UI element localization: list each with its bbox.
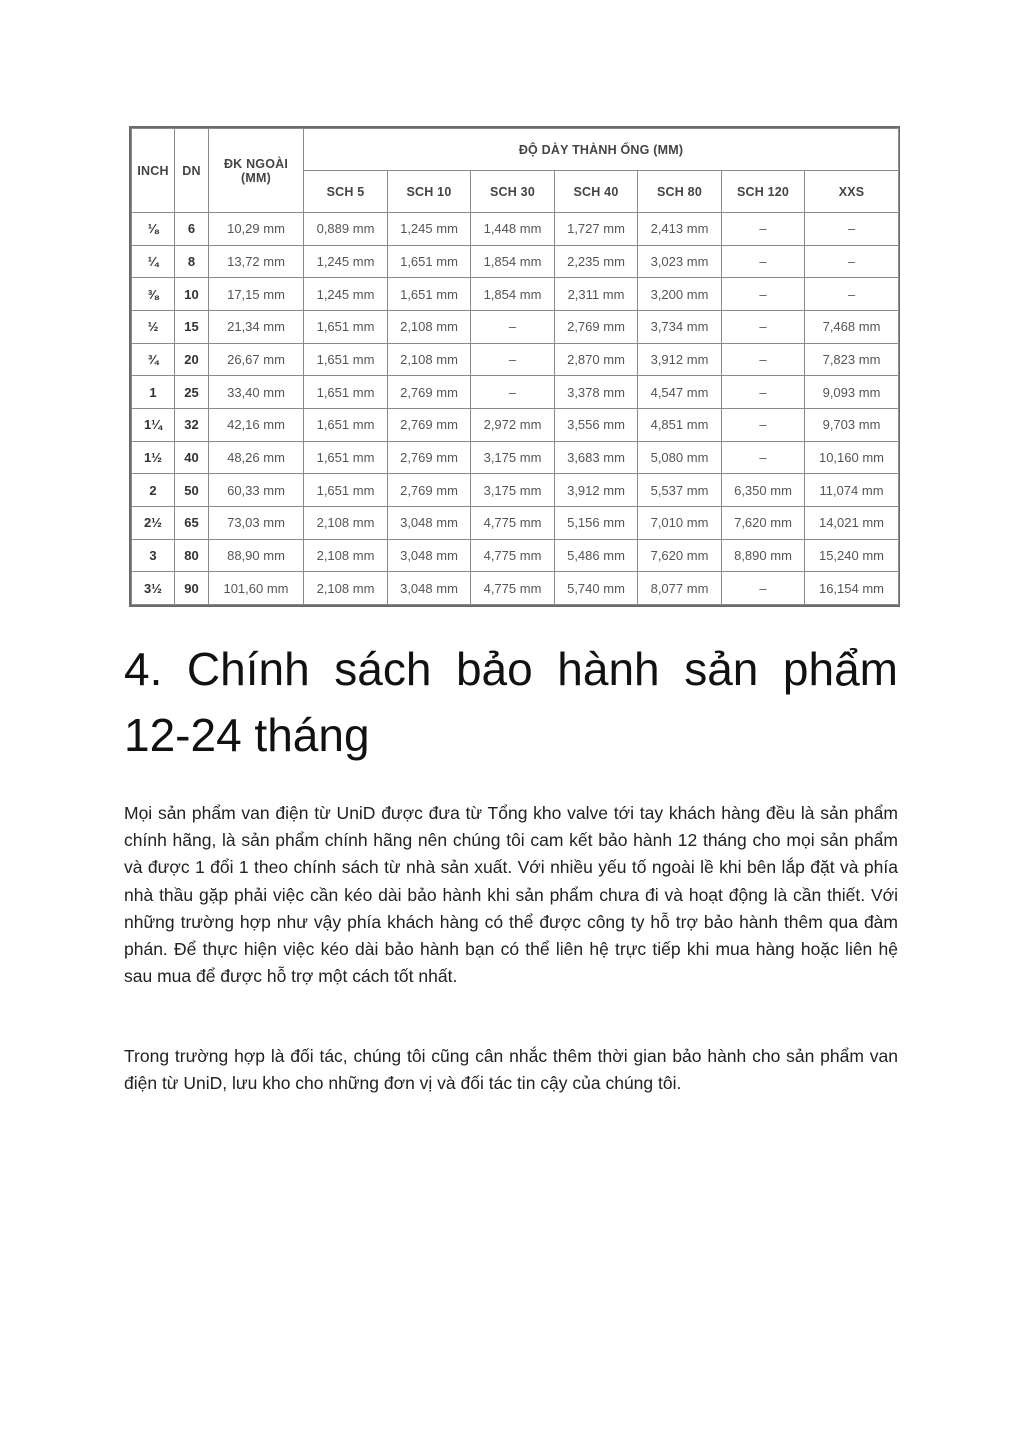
- cell-outer-diameter: 26,67 mm: [209, 343, 304, 376]
- cell-outer-diameter: 17,15 mm: [209, 278, 304, 311]
- cell-thickness: 1,651 mm: [304, 441, 388, 474]
- header-schedule: SCH 40: [555, 171, 638, 213]
- cell-thickness: –: [722, 441, 805, 474]
- header-wall-thickness: ĐỘ DÀY THÀNH ỐNG (MM): [304, 129, 899, 171]
- cell-inch: 1¼: [132, 408, 175, 441]
- table-row: [132, 376, 899, 409]
- cell-thickness: –: [471, 343, 555, 376]
- cell-inch: 3: [132, 539, 175, 572]
- cell-outer-diameter: 60,33 mm: [209, 474, 304, 507]
- cell-outer-diameter: 42,16 mm: [209, 408, 304, 441]
- cell-thickness: 3,175 mm: [471, 441, 555, 474]
- cell-thickness: –: [722, 278, 805, 311]
- cell-thickness: 2,413 mm: [638, 213, 722, 246]
- cell-thickness: –: [722, 572, 805, 605]
- cell-thickness: 1,651 mm: [304, 310, 388, 343]
- cell-thickness: 2,108 mm: [304, 539, 388, 572]
- table-row: [132, 441, 899, 474]
- header-schedule: XXS: [805, 171, 899, 213]
- cell-thickness: 5,156 mm: [555, 506, 638, 539]
- cell-thickness: 6,350 mm: [722, 474, 805, 507]
- cell-thickness: 1,651 mm: [304, 408, 388, 441]
- cell-dn: 50: [175, 474, 209, 507]
- header-schedule: SCH 10: [388, 171, 471, 213]
- pipe-schedule-table-image: [129, 126, 900, 607]
- cell-thickness: 2,108 mm: [304, 506, 388, 539]
- paragraph-partner-warranty: Trong trường hợp là đối tác, chúng tôi cũng cân nhắc thêm thời gian bảo hành cho sản phẩm van điện từ UniD, lưu kho cho những đơn vị và đối tác tin cậy của chúng tôi.: [124, 1046, 898, 1094]
- header-schedule: SCH 80: [638, 171, 722, 213]
- cell-dn: 6: [175, 213, 209, 246]
- cell-thickness: 5,740 mm: [555, 572, 638, 605]
- cell-thickness: 1,651 mm: [388, 278, 471, 311]
- cell-dn: 10: [175, 278, 209, 311]
- cell-thickness: 1,245 mm: [388, 213, 471, 246]
- cell-thickness: 1,651 mm: [304, 343, 388, 376]
- cell-thickness: 2,311 mm: [555, 278, 638, 311]
- cell-thickness: 1,727 mm: [555, 213, 638, 246]
- cell-dn: 20: [175, 343, 209, 376]
- cell-thickness: 1,854 mm: [471, 245, 555, 278]
- cell-thickness: 3,048 mm: [388, 539, 471, 572]
- cell-dn: 40: [175, 441, 209, 474]
- cell-thickness: 8,890 mm: [722, 539, 805, 572]
- header-schedule: SCH 5: [304, 171, 388, 213]
- cell-thickness: 0,889 mm: [304, 213, 388, 246]
- cell-thickness: 3,912 mm: [555, 474, 638, 507]
- cell-thickness: 1,854 mm: [471, 278, 555, 311]
- cell-thickness: 16,154 mm: [805, 572, 899, 605]
- cell-inch: ¾: [132, 343, 175, 376]
- table-row: [132, 245, 899, 278]
- cell-thickness: 9,703 mm: [805, 408, 899, 441]
- cell-thickness: 2,769 mm: [388, 441, 471, 474]
- cell-thickness: 1,651 mm: [388, 245, 471, 278]
- cell-thickness: 2,769 mm: [388, 474, 471, 507]
- table-row: [132, 408, 899, 441]
- cell-thickness: –: [722, 343, 805, 376]
- cell-outer-diameter: 88,90 mm: [209, 539, 304, 572]
- cell-outer-diameter: 73,03 mm: [209, 506, 304, 539]
- cell-inch: 3½: [132, 572, 175, 605]
- cell-inch: ⅛: [132, 213, 175, 246]
- cell-thickness: –: [805, 213, 899, 246]
- cell-thickness: 10,160 mm: [805, 441, 899, 474]
- cell-thickness: –: [805, 278, 899, 311]
- cell-thickness: –: [722, 310, 805, 343]
- cell-thickness: 2,972 mm: [471, 408, 555, 441]
- cell-thickness: –: [471, 376, 555, 409]
- cell-thickness: 4,775 mm: [471, 572, 555, 605]
- cell-thickness: 14,021 mm: [805, 506, 899, 539]
- cell-thickness: 3,200 mm: [638, 278, 722, 311]
- cell-thickness: 4,851 mm: [638, 408, 722, 441]
- header-schedule: SCH 120: [722, 171, 805, 213]
- header-schedule: SCH 30: [471, 171, 555, 213]
- paragraph-warranty-policy: Mọi sản phẩm van điện từ UniD được đưa từ Tổng kho valve tới tay khách hàng đều là sản phẩm chính hãng, là sản phẩm chính hãng nên chúng tôi cam kết bảo hành 12 tháng cho mọi sản phẩm và được 1 đổi 1 theo chính sách từ nhà sản xuất. Với nhiều yếu tố ngoài lề khi bên lắp đặt và phía nhà thầu gặp phải việc cần kéo dài bảo hành khi sản phẩm chưa đi và hoạt động là cần thiết. Với những trường hợp như vậy phía khách hàng có thể được công ty hỗ trợ bảo hành thêm qua đàm phán. Để thực hiện việc kéo dài bảo hành bạn có thể liên hệ trực tiếp khi mua hàng hoặc liên hệ sau mua để được hỗ trợ một cách tốt nhất.: [124, 803, 898, 987]
- cell-thickness: 1,245 mm: [304, 245, 388, 278]
- cell-thickness: 1,245 mm: [304, 278, 388, 311]
- cell-thickness: 5,486 mm: [555, 539, 638, 572]
- cell-dn: 8: [175, 245, 209, 278]
- cell-outer-diameter: 21,34 mm: [209, 310, 304, 343]
- cell-thickness: –: [722, 408, 805, 441]
- cell-thickness: 8,077 mm: [638, 572, 722, 605]
- header-dn: DN: [175, 129, 209, 213]
- cell-thickness: 7,823 mm: [805, 343, 899, 376]
- cell-thickness: –: [471, 310, 555, 343]
- table-row: [132, 539, 899, 572]
- cell-outer-diameter: 13,72 mm: [209, 245, 304, 278]
- cell-dn: 25: [175, 376, 209, 409]
- table-row: [132, 213, 899, 246]
- cell-thickness: 3,048 mm: [388, 572, 471, 605]
- cell-thickness: –: [805, 245, 899, 278]
- cell-dn: 80: [175, 539, 209, 572]
- cell-thickness: –: [722, 376, 805, 409]
- cell-thickness: 3,175 mm: [471, 474, 555, 507]
- cell-thickness: 11,074 mm: [805, 474, 899, 507]
- cell-thickness: 2,870 mm: [555, 343, 638, 376]
- header-outer-diameter: ĐK NGOÀI (MM): [209, 129, 304, 213]
- table-row: [132, 506, 899, 539]
- cell-thickness: 5,080 mm: [638, 441, 722, 474]
- cell-dn: 32: [175, 408, 209, 441]
- section-heading: 4. Chính sách bảo hành sản phẩm 12-24 tháng: [124, 643, 898, 761]
- table-row: [132, 474, 899, 507]
- cell-thickness: –: [722, 213, 805, 246]
- cell-thickness: 2,108 mm: [304, 572, 388, 605]
- table-row: [132, 572, 899, 605]
- cell-inch: 2½: [132, 506, 175, 539]
- cell-thickness: 4,775 mm: [471, 506, 555, 539]
- cell-thickness: –: [722, 245, 805, 278]
- cell-thickness: 3,683 mm: [555, 441, 638, 474]
- cell-inch: 1: [132, 376, 175, 409]
- cell-thickness: 3,912 mm: [638, 343, 722, 376]
- cell-thickness: 1,448 mm: [471, 213, 555, 246]
- cell-thickness: 7,620 mm: [722, 506, 805, 539]
- table-row: [132, 343, 899, 376]
- cell-dn: 15: [175, 310, 209, 343]
- cell-thickness: 2,769 mm: [555, 310, 638, 343]
- cell-outer-diameter: 10,29 mm: [209, 213, 304, 246]
- cell-dn: 90: [175, 572, 209, 605]
- cell-thickness: 3,734 mm: [638, 310, 722, 343]
- cell-thickness: 15,240 mm: [805, 539, 899, 572]
- table-row: [132, 278, 899, 311]
- cell-thickness: 1,651 mm: [304, 376, 388, 409]
- cell-inch: ½: [132, 310, 175, 343]
- cell-inch: 1½: [132, 441, 175, 474]
- table-row: [132, 310, 899, 343]
- cell-dn: 65: [175, 506, 209, 539]
- pipe-schedule-table: [131, 128, 899, 605]
- cell-thickness: 2,769 mm: [388, 376, 471, 409]
- cell-thickness: 3,023 mm: [638, 245, 722, 278]
- cell-thickness: 2,108 mm: [388, 310, 471, 343]
- cell-thickness: 7,468 mm: [805, 310, 899, 343]
- cell-thickness: 4,547 mm: [638, 376, 722, 409]
- cell-outer-diameter: 33,40 mm: [209, 376, 304, 409]
- cell-inch: 2: [132, 474, 175, 507]
- cell-outer-diameter: 48,26 mm: [209, 441, 304, 474]
- cell-thickness: 5,537 mm: [638, 474, 722, 507]
- header-inch: INCH: [132, 129, 175, 213]
- cell-thickness: 1,651 mm: [304, 474, 388, 507]
- cell-thickness: 7,620 mm: [638, 539, 722, 572]
- cell-thickness: 2,769 mm: [388, 408, 471, 441]
- cell-thickness: 7,010 mm: [638, 506, 722, 539]
- cell-thickness: 3,048 mm: [388, 506, 471, 539]
- cell-inch: ⅜: [132, 278, 175, 311]
- cell-thickness: 2,235 mm: [555, 245, 638, 278]
- cell-thickness: 9,093 mm: [805, 376, 899, 409]
- cell-thickness: 2,108 mm: [388, 343, 471, 376]
- table-body: [132, 213, 899, 605]
- cell-thickness: 3,378 mm: [555, 376, 638, 409]
- cell-thickness: 3,556 mm: [555, 408, 638, 441]
- cell-outer-diameter: 101,60 mm: [209, 572, 304, 605]
- cell-inch: ¼: [132, 245, 175, 278]
- cell-thickness: 4,775 mm: [471, 539, 555, 572]
